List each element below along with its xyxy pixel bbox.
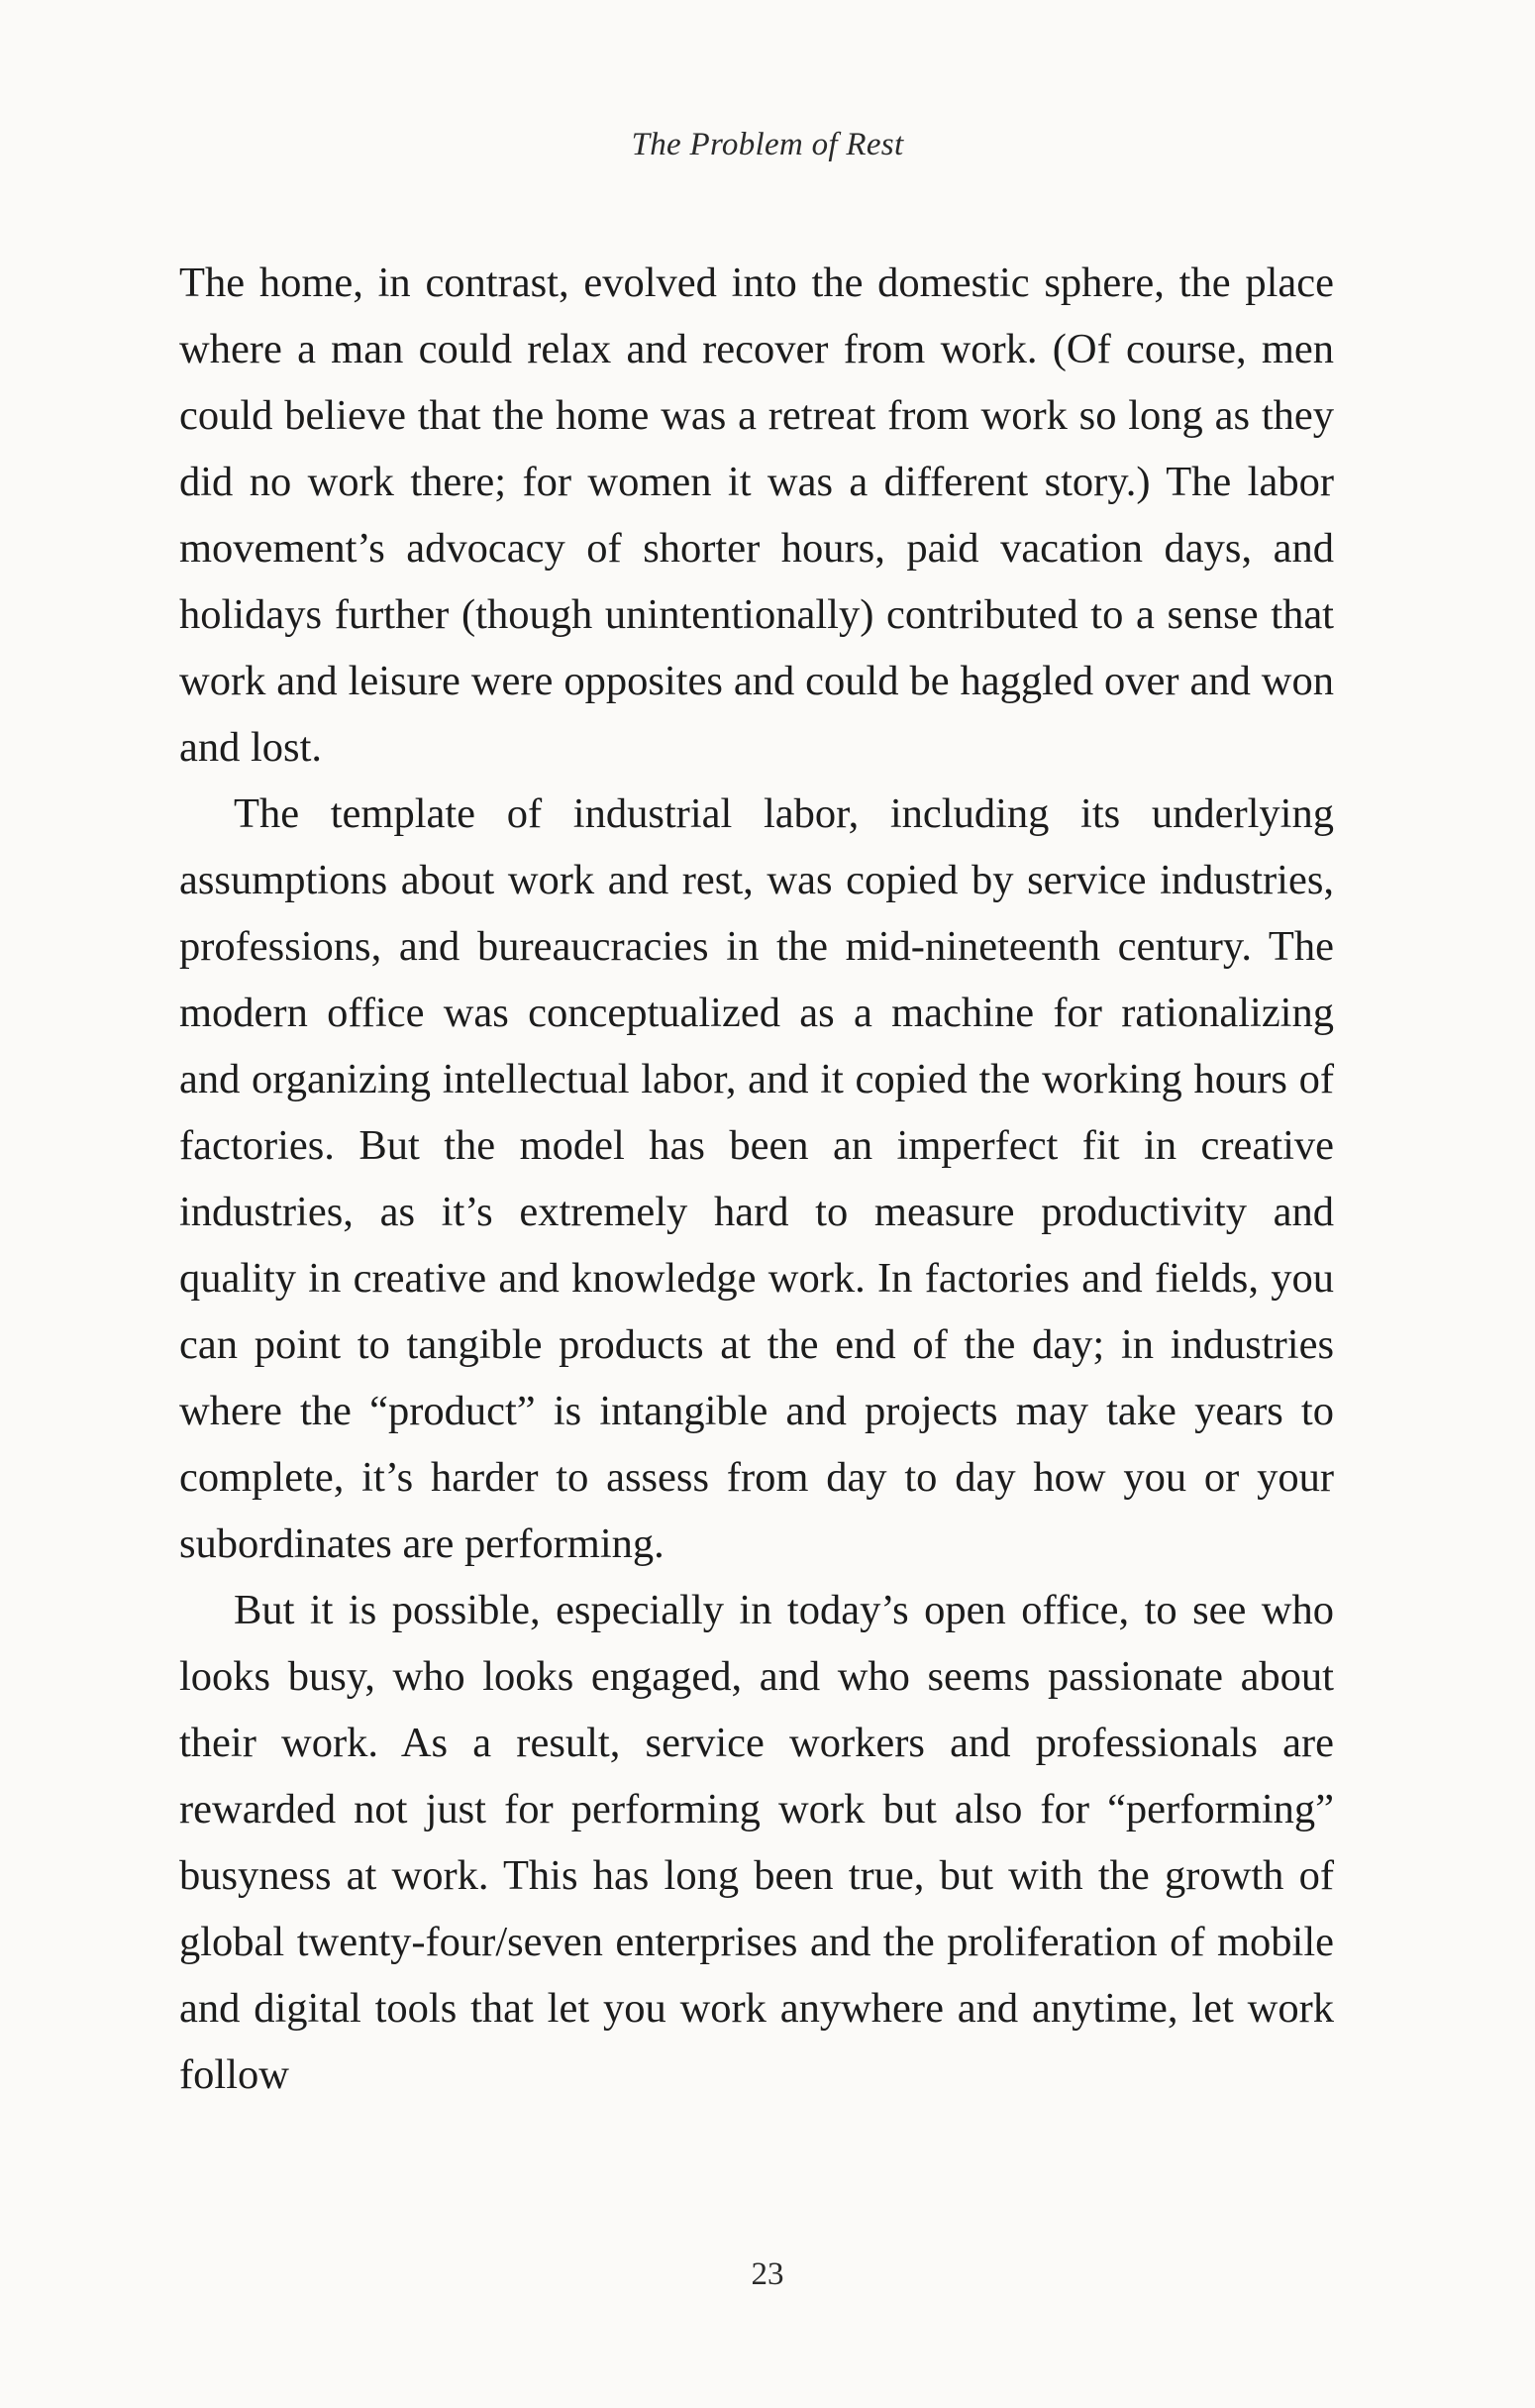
body-text bbox=[179, 250, 1334, 2108]
running-head: The Problem of Rest bbox=[631, 127, 904, 162]
paragraph-1: The home, in contrast, evolved into the domestic sphere, the place where a man could relax and recover from work. (Of course, men could believe that the home was a retreat from work so long as they did no work there; for women it was a different story.) The labor movement’s advocacy of shorter hours, paid vacation days, and holidays further (though unintentionally) contributed to a sense that work and leisure were opposites and could be haggled over and won and lost. bbox=[179, 260, 1334, 771]
paragraph-2: The template of industrial labor, including its underlying assumptions about work and rest, was copied by service industries, professions, and bureaucracies in the mid-nineteenth century. The modern office was conceptualized as a machine for rationalizing and organizing intellectual labor, and it copied the working hours of factories. But the model has been an imperfect fit in creative industries, as it’s extremely hard to measure productivity and quality in creative and knowledge work. In factories and fields, you can point to tangible products at the end of the day; in industries where the “product” is intangible and projects may take years to complete, it’s harder to assess from day to day how you or your subordinates are performing. bbox=[179, 790, 1334, 1567]
page-number: 23 bbox=[751, 2256, 784, 2292]
paragraph-3: But it is possible, especially in today’s open office, to see who looks busy, who looks engaged, and who seems passionate about their work. As a result, service workers and professionals are rewarded not just for performing work but also for “performing” busyness at work. This has long been true, but with the growth of global twenty-four/seven enterprises and the proliferation of mobile and digital tools that let you work anywhere and anytime, let work follow bbox=[179, 1587, 1334, 2098]
